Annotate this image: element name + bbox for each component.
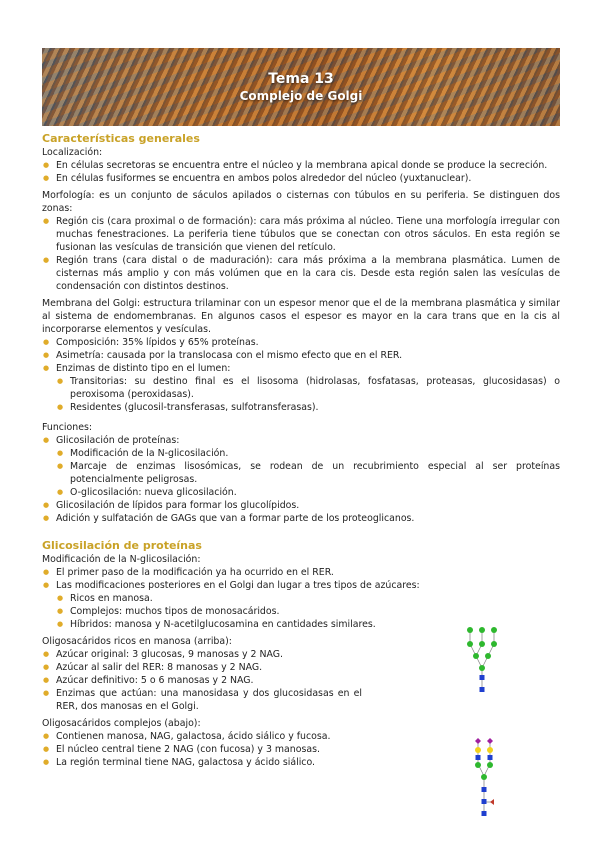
- mannose-icon: [479, 627, 485, 633]
- list-item: ● Enzimas de distinto tipo en el lumen:: [42, 362, 560, 375]
- morphology-paragraph: Morfología: es un conjunto de sáculos apilados o cisternas con túbulos en su periferia. Se distinguen dos zonas:: [42, 190, 560, 214]
- list-item: ● Contienen manosa, NAG, galactosa, ácido siálico y fucosa.: [42, 730, 560, 743]
- section-heading-general: Características generales: [42, 132, 200, 145]
- mannose-icon: [485, 653, 491, 659]
- nag-icon: [482, 811, 487, 816]
- list-item: ● Glicosilación de proteínas:: [42, 434, 560, 447]
- nag-icon: [480, 675, 485, 680]
- page-subtitle: Complejo de Golgi: [239, 89, 363, 103]
- complex-label: Oligosacáridos complejos (abajo):: [42, 718, 201, 729]
- functions-list: [42, 434, 560, 447]
- list-item: ● Marcaje de enzimas lisosómicas, se rodean de un recubrimiento especial al ser proteínas potencialmente peligrosas.: [42, 460, 560, 486]
- sialic-acid-icon: [475, 738, 481, 744]
- list-item: ● Azúcar definitivo: 5 o 6 manosas y 2 NAG.: [42, 674, 362, 687]
- list-item: ● Ricos en manosa.: [42, 592, 560, 605]
- complex-glycan-diagram: [468, 736, 504, 818]
- list-item: ● Azúcar al salir del RER: 8 manosas y 2 NAG.: [42, 661, 362, 674]
- section-heading-glycosylation: Glicosilación de proteínas: [42, 539, 202, 552]
- membrane-paragraph: Membrana del Golgi: estructura trilaminar con un espesor menor que el de la membrana plasmática y similar al sistema de endomembranas. En algunos casos el espesor es mayor en la cara trans que en la cis al incorporarse elementos y vesículas.: [42, 298, 560, 335]
- nag-icon: [482, 799, 487, 804]
- list-item: ● Glicosilación de lípidos para formar los glucolípidos.: [42, 499, 560, 512]
- list-item: ● Enzimas que actúan: una manosidasa y dos glucosidasas en el RER, dos manosas en el Golgi.: [42, 687, 362, 713]
- list-item: ● Asimetría: causada por la translocasa con el mismo efecto que en el RER.: [42, 349, 560, 362]
- list-item: ● Región cis (cara proximal o de formación): cara más próxima al núcleo. Tiene una morfología irregular con muchas fenestraciones. La periferia tiene túbulos que se conectan con otros sáculos. En esta región se fusionan las vesículas de transición que vienen del retículo.: [42, 215, 560, 254]
- nag-icon: [480, 687, 485, 692]
- functions-label: Funciones:: [42, 422, 93, 433]
- enzyme-list: [42, 375, 560, 414]
- list-item: ● En células secretoras se encuentra entre el núcleo y la membrana apical donde se produce la secreción.: [42, 159, 560, 172]
- nag-icon: [482, 787, 487, 792]
- mannose-icon: [479, 665, 485, 671]
- mannose-icon: [467, 627, 473, 633]
- list-item: ● Región trans (cara distal o de maduración): cara más próxima a la membrana plasmática. Lumen de cisternas más amplio y con más volúmen que en la cara cis. Desde esta región salen las vesículas de condensación con distintos destinos.: [42, 254, 560, 293]
- list-item: ● Híbridos: manosa y N-acetilglucosamina en cantidades similares.: [42, 618, 560, 631]
- spacer: [42, 414, 560, 421]
- page-title: Tema 13: [268, 71, 334, 87]
- high-mannose-glycan-diagram: [462, 624, 502, 698]
- spacer: [42, 525, 560, 532]
- mannose-icon: [491, 627, 497, 633]
- fucose-icon: [490, 799, 494, 805]
- functions-sublist: [42, 447, 560, 499]
- n-glycosylation-list: [42, 566, 560, 592]
- n-glycosylation-label: Modificación de la N-glicosilación:: [42, 554, 201, 565]
- list-item: ● Adición y sulfatación de GAGs que van a formar parte de los proteoglicanos.: [42, 512, 560, 525]
- list-item: ● La región terminal tiene NAG, galactosa y ácido siálico.: [42, 756, 560, 769]
- header-banner: [42, 48, 560, 126]
- sialic-acid-icon: [487, 738, 493, 744]
- list-item: ● El núcleo central tiene 2 NAG (con fucosa) y 3 manosas.: [42, 743, 560, 756]
- membrane-list: [42, 336, 560, 375]
- list-item: ● Composición: 35% lípidos y 65% proteínas.: [42, 336, 560, 349]
- morphology-list: [42, 215, 560, 293]
- mannose-icon: [475, 762, 481, 768]
- mannose-icon: [473, 653, 479, 659]
- list-item: ● Complejos: muchos tipos de monosacáridos.: [42, 605, 560, 618]
- list-item: ● Azúcar original: 3 glucosas, 9 manosas y 2 NAG.: [42, 648, 362, 661]
- mannose-icon: [467, 641, 473, 647]
- mannose-icon: [481, 774, 487, 780]
- list-item: ● Residentes (glucosil-transferasas, sulfotransferasas).: [42, 401, 560, 414]
- mannose-icon: [491, 641, 497, 647]
- mannose-icon: [487, 762, 493, 768]
- localization-list: [42, 159, 560, 185]
- mannose-rich-list: [42, 648, 362, 713]
- list-item: ● Modificación de la N-glicosilación.: [42, 447, 560, 460]
- nag-icon: [488, 755, 493, 760]
- galactose-icon: [475, 747, 481, 753]
- list-item: ● Las modificaciones posteriores en el Golgi dan lugar a tres tipos de azúcares:: [42, 579, 560, 592]
- mannose-icon: [479, 641, 485, 647]
- glycan-bonds: [470, 630, 494, 692]
- list-item: ● Transitorias: su destino final es el lisosoma (hidrolasas, fosfatasas, proteasas, glucosidasas) o peroxisoma (peroxidasas).: [42, 375, 560, 401]
- nag-icon: [476, 755, 481, 760]
- galactose-icon: [487, 747, 493, 753]
- mannose-rich-label: Oligosacáridos ricos en manosa (arriba):: [42, 636, 232, 647]
- spacer: [42, 532, 560, 539]
- list-item: ● En células fusiformes se encuentra en ambos polos alrededor del núcleo (yuxtanuclear).: [42, 172, 560, 185]
- list-item: ● El primer paso de la modificación ya ha ocurrido en el RER.: [42, 566, 560, 579]
- functions-list-rest: [42, 499, 560, 525]
- localization-label: Localización:: [42, 147, 103, 158]
- list-item: ● O-glicosilación: nueva glicosilación.: [42, 486, 560, 499]
